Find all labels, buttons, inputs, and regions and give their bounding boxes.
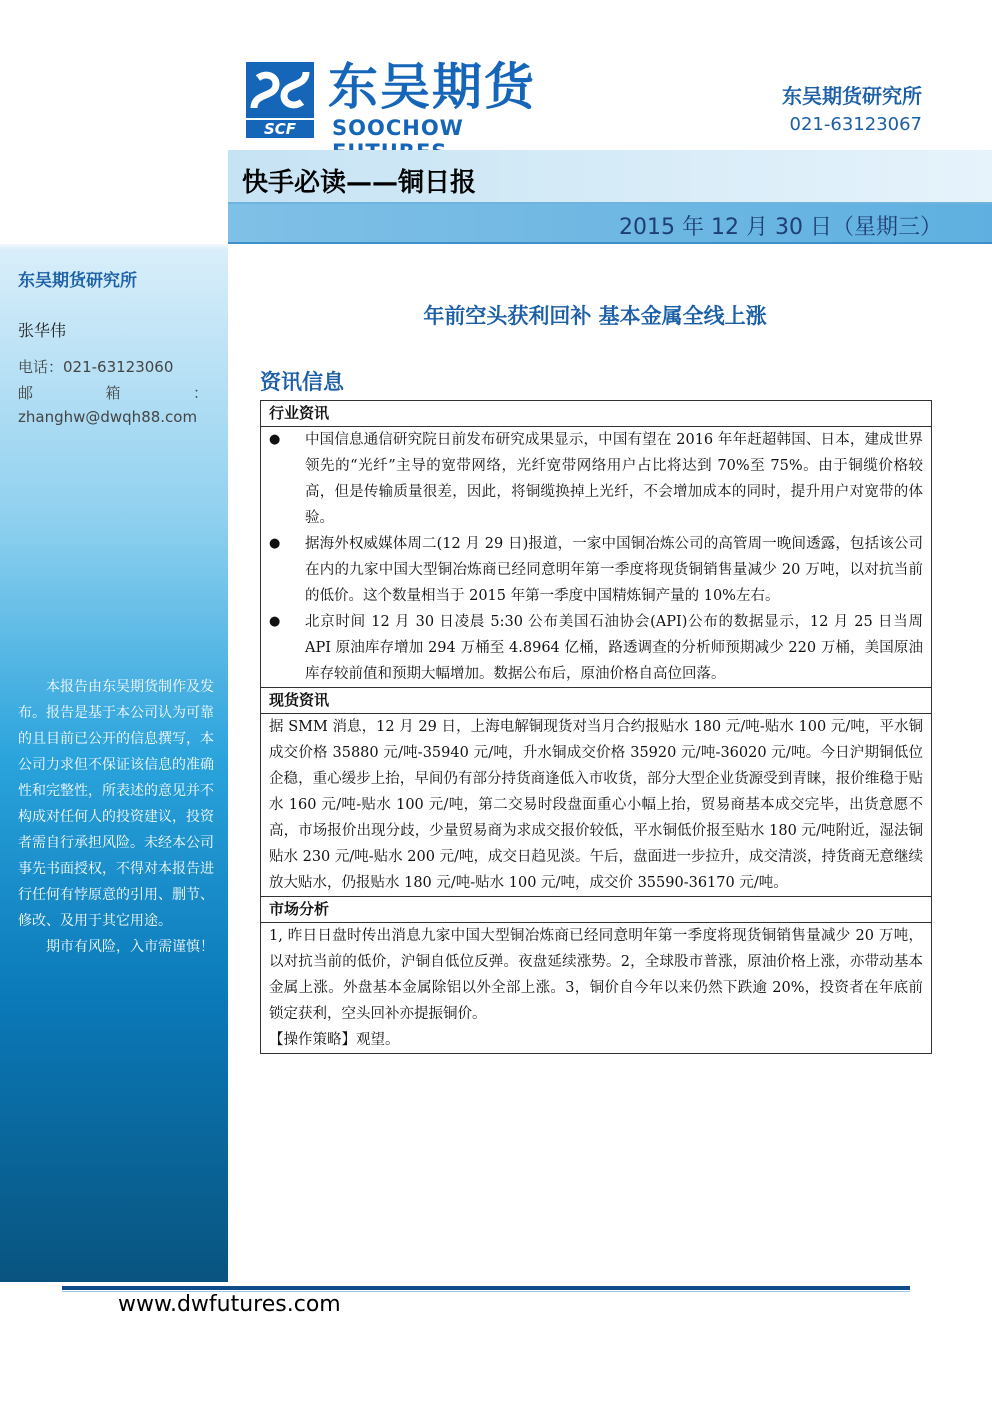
brand-name-en: SOOCHOW [332, 116, 464, 140]
institute-phone: 021-63123067 [789, 114, 922, 135]
list-item [261, 427, 931, 531]
news-table [260, 400, 932, 1054]
disclaimer-text: 本报告由东吴期货制作及发布。报告是基于本公司认为可靠的且目前已公开的信息撰写，本公司力求但不保证该信息的准确性和完整性，所表述的意见并不构成对任何人的投资建议，投资者需自行承担风险。未经本公司事先书面授权，不得对本报告进行任何有悖原意的引用、删节、修改、及用于其它用途。 [18, 679, 214, 929]
footer-divider [62, 1286, 910, 1290]
brand-name-cn: 东吴期货 [328, 58, 536, 116]
list-item [261, 531, 931, 609]
footer-url-link[interactable]: www.dwfutures.com [118, 1292, 341, 1317]
news-text: 据海外权威媒体周二(12 月 29 日)报道，一家中国铜冶炼公司的高管周一晚间透露，包括该公司在内的九家中国大型铜冶炼商已经同意明年第一季度将现货铜销售量减少 20 万吨，以对抗当前的低价。这个数量相当于 2015 年第一季度中国精炼铜产量的 10%左右。 [305, 536, 923, 604]
mail-label-char: ： [192, 384, 208, 402]
report-title: 快手必读——铜日报 [242, 168, 477, 198]
institute-name: 东吴期货研究所 [782, 84, 922, 108]
risk-warning: 期市有风险，入市需谨慎！ [46, 939, 214, 955]
date-bar [228, 204, 992, 244]
mail-label [18, 382, 208, 403]
mail-label-char: 箱 [105, 384, 121, 402]
spot-news-text: 据 SMM 消息，12 月 29 日，上海电解铜现货对当月合约报贴水 180 元/吨-贴水 100 元/吨，平水铜成交价格 35880 元/吨-35940 元/吨，升水铜成交价格 35920 元/吨-36020 元/吨。今日沪期铜低位企稳，重心缓步上抬，早间仍有部分持货商逢低入市收货，部分大型企业货源受到青睐，报价维稳于贴水 160 元/吨-贴水 100 元/吨，第二交易时段盘面重心小幅上抬，贸易商基本成交完毕，出货意愿不高，市场报价出现分歧，少量贸易商为求成交报价较低，平水铜低价报至贴水 180 元/吨附近，湿法铜贴水 230 元/吨-贴水 200 元/吨，成交日趋见淡。午后，盘面进一步拉升，成交清淡，持货商无意继续放大贴水，仍报贴水 180 元/吨-贴水 100 元/吨，成交价 35590-36170 元/吨。 [269, 719, 923, 891]
spot-news-header: 现货资讯 [261, 688, 931, 714]
disclaimer [18, 674, 218, 960]
market-analysis-header: 市场分析 [261, 897, 931, 923]
analyst-email[interactable]: zhanghw@dwqh88.com [18, 408, 198, 426]
analyst-name: 张华伟 [18, 321, 67, 340]
bullet-icon: ● [269, 614, 281, 629]
spot-news-body [261, 714, 931, 897]
sidebar [0, 0, 228, 1282]
list-item [261, 609, 931, 687]
sidebar-top [0, 0, 228, 244]
industry-news-body [261, 427, 931, 688]
news-text: 北京时间 12 月 30 日凌晨 5:30 公布美国石油协会(API)公布的数据显示，12 月 25 日当周 API 原油库存增加 294 万桶至 4.8964 亿桶，路透调查的分析师预期减少 220 万桶，美国原油库存较前值和预期大幅增加。数据公布后，原油价格自高位回落。 [305, 614, 923, 682]
logo-mark-icon [246, 62, 314, 138]
strategy-text: 【操作策略】观望。 [269, 1032, 400, 1048]
analyst-phone: 电话：021-63123060 [18, 358, 174, 376]
market-analysis-body [261, 923, 931, 1053]
section-title: 资讯信息 [260, 370, 344, 394]
logo-mark-text: SCF [263, 120, 297, 138]
industry-news-header: 行业资讯 [261, 401, 931, 427]
mail-label-char: 邮 [18, 384, 34, 402]
logo [246, 58, 586, 142]
report-title-bar [228, 150, 992, 204]
bullet-icon: ● [269, 536, 281, 551]
report-date: 2015 年 12 月 30 日（星期三） [619, 215, 942, 240]
headline: 年前空头获利回补 基本金属全线上涨 [423, 304, 767, 328]
news-text: 中国信息通信研究院日前发布研究成果显示，中国有望在 2016 年年赶超韩国、日本，建成世界领先的“光纤”主导的宽带网络，光纤宽带网络用户占比将达到 70%至 75%。由于铜缆价格较高，但是传输质量很差，因此，将铜缆换掉上光纤，不会增加成本的同时，提升用户对宽带的体验。 [305, 432, 923, 526]
sidebar-dept: 东吴期货研究所 [18, 271, 137, 291]
bullet-icon: ● [269, 432, 281, 447]
market-analysis-text: 1, 昨日日盘时传出消息九家中国大型铜冶炼商已经同意明年第一季度将现货铜销售量减少 20 万吨，以对抗当前的低价，沪铜自低位反弹。夜盘延续涨势。2，全球股市普涨，原油价格上涨，亦带动基本金属上涨。外盘基本金属除铝以外全部上涨。3，铜价自今年以来仍然下跌逾 20%，投资者在年底前锁定获利，空头回补亦提振铜价。 [269, 928, 923, 1022]
